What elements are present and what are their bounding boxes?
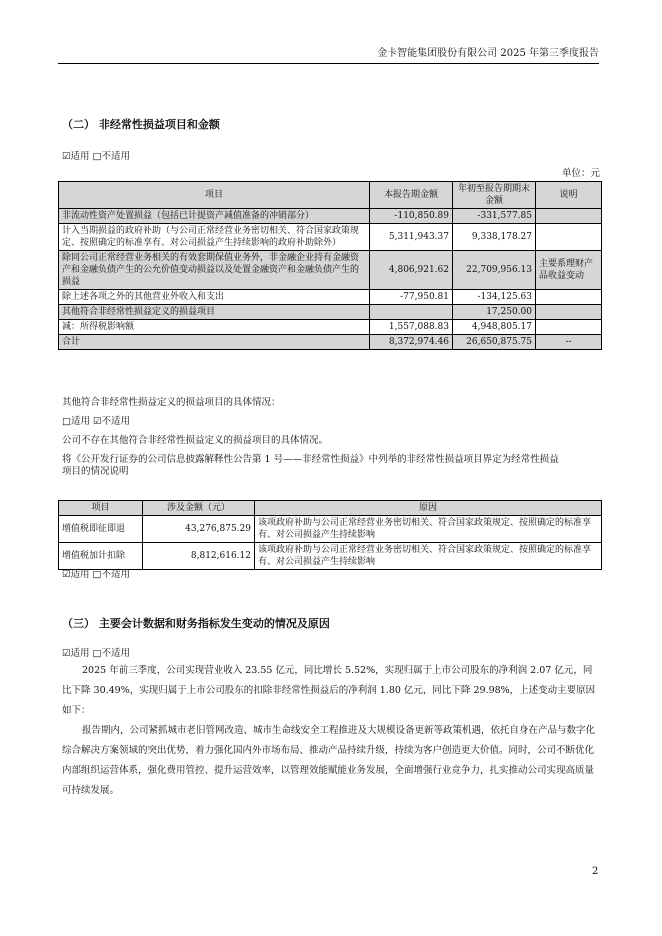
row-ytd: -134,125.63 bbox=[453, 290, 536, 305]
col-header-ytd: 年初至报告期期末金额 bbox=[453, 182, 536, 209]
col-header-note: 说明 bbox=[536, 182, 602, 209]
row-item: 合计 bbox=[59, 335, 370, 350]
row-ytd: 26,650,875.75 bbox=[453, 335, 536, 350]
recurring-defined-table bbox=[58, 500, 602, 570]
row-amount: 8,812,616.12 bbox=[143, 543, 255, 570]
other-items-text: 公司不存在其他符合非经常性损益定义的损益项目的具体情况。 bbox=[62, 435, 329, 446]
defined-text-line2: 项目的情况说明 bbox=[62, 466, 129, 477]
row-amount: 43,276,875.29 bbox=[143, 516, 255, 543]
table-row bbox=[59, 209, 602, 224]
row-current: 1,557,088.83 bbox=[370, 320, 453, 335]
table-row bbox=[59, 251, 602, 290]
applicability-1: ☑适用 □不适用 bbox=[62, 151, 131, 162]
report-header: 金卡智能集团股份有限公司 2025 年第三季度报告 bbox=[377, 48, 599, 59]
row-item: 除同公司正常经营业务相关的有效套期保值业务外，非金融企业持有金融资产和金融负债产生的公允价值变动损益以及处置金融资产和金融负债产生的损益 bbox=[59, 251, 370, 290]
col-header-amount: 涉及金额（元） bbox=[143, 501, 255, 516]
defined-text-line1: 将《公开发行证券的公司信息披露解释性公告第 1 号——非经常性损益》中列举的非经常性损益项目界定为经常性损益 bbox=[62, 454, 559, 465]
row-note bbox=[536, 209, 602, 224]
table-row bbox=[59, 320, 602, 335]
row-current: 8,372,974.46 bbox=[370, 335, 453, 350]
row-ytd: -331,577.85 bbox=[453, 209, 536, 224]
row-note bbox=[536, 224, 602, 251]
row-item: 增值税即征即退 bbox=[59, 516, 143, 543]
table-row bbox=[59, 305, 602, 320]
row-current: -77,950.81 bbox=[370, 290, 453, 305]
col-header-current: 本报告期金额 bbox=[370, 182, 453, 209]
row-ytd: 17,250.00 bbox=[453, 305, 536, 320]
row-note: 主要系理财产品收益变动 bbox=[536, 251, 602, 290]
section-title-non-recurring: （二） 非经常性损益项目和金额 bbox=[62, 118, 220, 131]
row-ytd: 4,948,805.17 bbox=[453, 320, 536, 335]
table-row bbox=[59, 543, 602, 570]
table-row bbox=[59, 224, 602, 251]
row-item: 减：所得税影响额 bbox=[59, 320, 370, 335]
applicability-3: ☑适用 □不适用 bbox=[62, 569, 131, 580]
section-title-changes: （三） 主要会计数据和财务指标发生变动的情况及原因 bbox=[62, 617, 330, 630]
col-header-item: 项目 bbox=[59, 501, 143, 516]
col-header-item: 项目 bbox=[59, 182, 370, 209]
col-header-reason: 原因 bbox=[255, 501, 602, 516]
row-item: 增值税加计扣除 bbox=[59, 543, 143, 570]
row-item: 除上述各项之外的其他营业外收入和支出 bbox=[59, 290, 370, 305]
row-note bbox=[536, 320, 602, 335]
row-note bbox=[536, 290, 602, 305]
unit-label: 单位：元 bbox=[562, 168, 601, 179]
row-item: 非流动性资产处置损益（包括已计提资产减值准备的冲销部分） bbox=[59, 209, 370, 224]
row-item: 其他符合非经常性损益定义的损益项目 bbox=[59, 305, 370, 320]
row-note bbox=[536, 305, 602, 320]
applicability-2: □适用 ☑不适用 bbox=[62, 416, 131, 427]
row-current bbox=[370, 305, 453, 320]
row-ytd: 9,338,178.27 bbox=[453, 224, 536, 251]
row-ytd: 22,709,956.13 bbox=[453, 251, 536, 290]
non-recurring-table bbox=[58, 181, 602, 350]
row-reason: 该项政府补助与公司正常经营业务密切相关、符合国家政策规定、按照确定的标准享有、对公司损益产生持续影响 bbox=[255, 516, 602, 543]
paragraph-reasons: 报告期内，公司紧抓城市老旧管网改造、城市生命线安全工程推进及大规模设备更新等政策机遇，依托自身在产品与数字化综合解决方案领域的突出优势，着力强化国内外市场布局、推动产品持续升级，持续为客户创造更大价值。同时，公司不断优化内部组织运营体系，强化费用管控、提升运营效率，以管理效能赋能业务发展，全面增强行业竞争力，扎实推动公司实现高质量可持续发展。 bbox=[62, 725, 596, 796]
row-reason: 该项政府补助与公司正常经营业务密切相关、符合国家政策规定、按照确定的标准享有、对公司损益产生持续影响 bbox=[255, 543, 602, 570]
table-row-total bbox=[59, 335, 602, 350]
paragraph-performance: 2025 年前三季度，公司实现营业收入 23.55 亿元，同比增长 5.52%，实现归属于上市公司股东的净利润 2.07 亿元，同比下降 30.49%，实现归属于上市公司股东的扣除非经常性损益后的净利润 1.80 亿元，同比下降 29.98%，上述变动主要原因如下： bbox=[62, 665, 596, 716]
applicability-4: ☑适用 □不适用 bbox=[62, 648, 131, 659]
page-number: 2 bbox=[592, 866, 599, 877]
row-current: 4,806,921.62 bbox=[370, 251, 453, 290]
row-current: -110,850.89 bbox=[370, 209, 453, 224]
row-item: 计入当期损益的政府补助（与公司正常经营业务密切相关、符合国家政策规定、按照确定的标准享有、对公司损益产生持续影响的政府补助除外） bbox=[59, 224, 370, 251]
table-row bbox=[59, 516, 602, 543]
header-divider bbox=[58, 63, 599, 64]
row-current: 5,311,943.37 bbox=[370, 224, 453, 251]
other-items-title: 其他符合非经常性损益定义的损益项目的具体情况： bbox=[62, 397, 281, 408]
table-row bbox=[59, 290, 602, 305]
row-note: -- bbox=[536, 335, 602, 350]
